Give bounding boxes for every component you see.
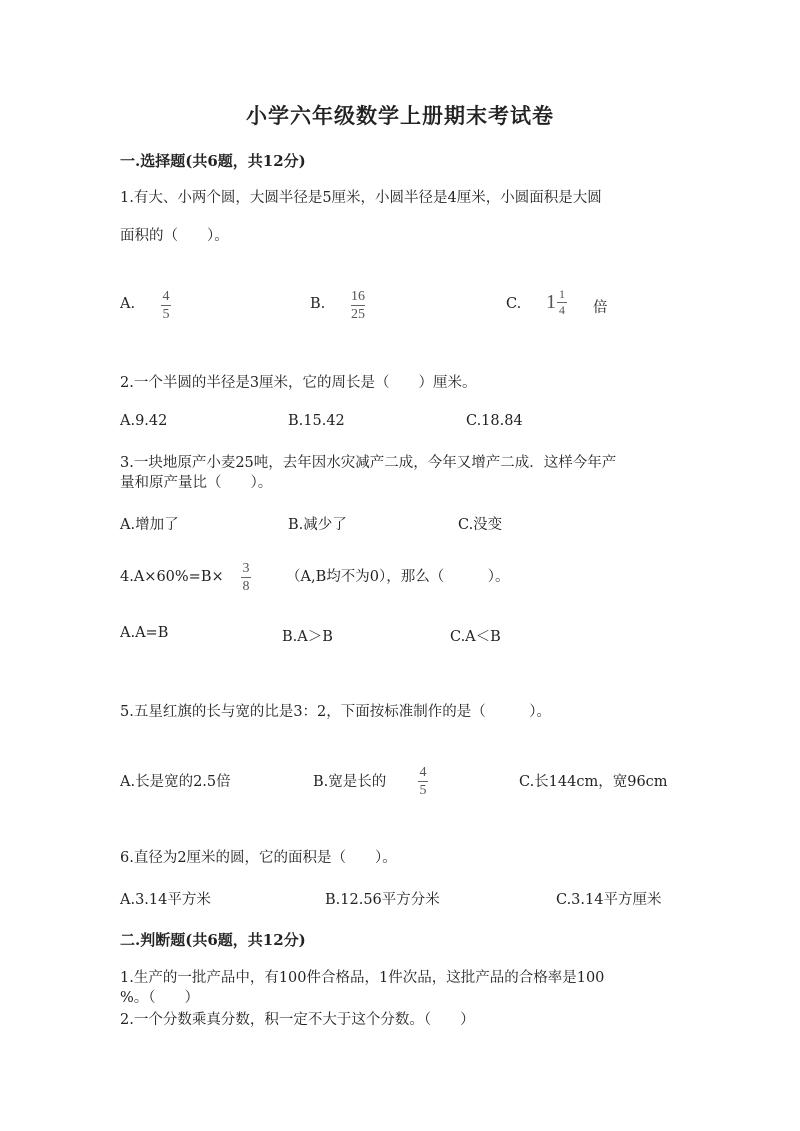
q6-text: 6.直径为2厘米的圆，它的面积是（ ）。 — [120, 850, 397, 866]
fraction-bar — [241, 577, 251, 578]
q4-fraction — [241, 561, 251, 594]
q3-text-line1: 3.一块地原产小麦25吨，去年因水灾减产二成，今年又增产二成．这样今年产 — [120, 455, 617, 471]
numerator: 4 — [419, 765, 427, 780]
q1-option-c-suffix: 倍 — [593, 300, 608, 316]
q3-text-line2: 量和原产量比（ ）。 — [120, 475, 273, 491]
q3-option-c: C.没变 — [458, 517, 503, 533]
s2-q1-text-line2: %。（ ） — [120, 990, 200, 1006]
numerator: 1 — [559, 287, 565, 301]
q2-option-c: C.18.84 — [466, 413, 523, 429]
denominator: 25 — [351, 307, 365, 322]
q1-option-b-fraction — [351, 289, 365, 322]
s2-q2-text: 2.一个分数乘真分数，积一定不大于这个分数。（ ） — [120, 1012, 475, 1028]
q1-text-line2: 面积的（ ）。 — [120, 228, 229, 244]
q1-option-c-label: C. — [506, 296, 522, 312]
q3-option-a: A.增加了 — [120, 517, 179, 533]
numerator: 16 — [351, 289, 365, 304]
q1-option-b-label: B. — [310, 296, 326, 312]
q5-text: 5.五星红旗的长与宽的比是3：2，下面按标准制作的是（ ）。 — [120, 704, 552, 720]
q5-option-b: B.宽是长的 — [313, 774, 387, 790]
q4-option-b: B.A＞B — [282, 629, 333, 645]
denominator: 5 — [162, 307, 170, 322]
q3-option-b: B.减少了 — [288, 517, 347, 533]
section2-heading: 二.判断题(共6题，共12分) — [120, 931, 306, 949]
q5-option-c: C.长144cm，宽96cm — [519, 774, 668, 790]
q1-text-line1: 1.有大、小两个圆，大圆半径是5厘米，小圆半径是4厘米，小圆面积是大圆 — [120, 190, 602, 206]
fraction-part — [557, 288, 567, 317]
numerator: 4 — [162, 289, 170, 304]
q1-option-c-mixed-number — [546, 288, 567, 317]
fraction-bar — [351, 305, 365, 306]
denominator: 4 — [559, 303, 565, 317]
numerator: 3 — [242, 561, 250, 576]
q4-text-before: 4.A×60%=B× — [120, 569, 224, 585]
denominator: 8 — [242, 579, 250, 594]
s2-q1-text-line1: 1.生产的一批产品中，有100件合格品，1件次品，这批产品的合格率是100 — [120, 970, 605, 986]
section1-heading: 一.选择题(共6题，共12分) — [120, 152, 306, 170]
fraction-bar — [418, 781, 428, 782]
q2-option-a: A.9.42 — [120, 413, 168, 429]
q1-option-a-fraction — [161, 289, 171, 322]
q2-option-b: B.15.42 — [288, 413, 345, 429]
page-title: 小学六年级数学上册期末考试卷 — [246, 103, 554, 128]
q2-text: 2.一个半圆的半径是3厘米，它的周长是（ ）厘米。 — [120, 375, 477, 391]
q4-text-after: （A,B均不为0），那么（ ）。 — [286, 569, 510, 585]
q6-option-a: A.3.14平方米 — [120, 892, 211, 908]
q1-option-a-label: A. — [120, 296, 136, 312]
q5-option-b-fraction — [418, 765, 428, 798]
q6-option-b: B.12.56平方分米 — [325, 892, 440, 908]
q4-option-a: A.A=B — [120, 625, 169, 641]
fraction-bar — [161, 305, 171, 306]
denominator: 5 — [419, 783, 427, 798]
q6-option-c: C.3.14平方厘米 — [556, 892, 662, 908]
q4-option-c: C.A＜B — [450, 629, 501, 645]
whole-part: 1 — [546, 291, 556, 313]
q5-option-a: A.长是宽的2.5倍 — [120, 774, 231, 790]
